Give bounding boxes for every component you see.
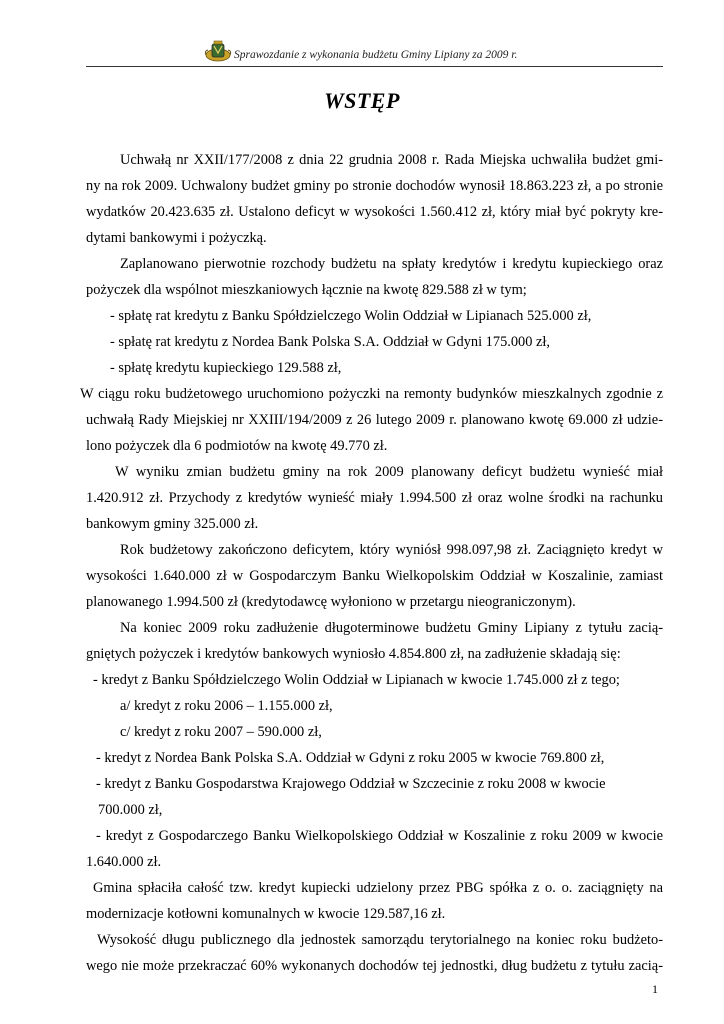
- body-line: pożyczek dla wspólnot mieszkaniowych łącznie na kwotę 829.588 zł w tym;: [86, 282, 527, 298]
- list-item: - spłatę rat kredytu z Banku Spółdzielczego Wolin Oddział w Lipianach 525.000 zł,: [110, 308, 592, 324]
- list-item: - spłatę kredytu kupieckiego 129.588 zł,: [110, 360, 342, 376]
- body-line: 1.420.912 zł. Przychody z kredytów wynieść miały 1.994.500 zł oraz wolne środki na rachunku: [86, 490, 663, 506]
- body-line: modernizacje kotłowni komunalnych w kwocie 129.587,16 zł.: [86, 906, 446, 922]
- body-line: bankowym gminy 325.000 zł.: [86, 516, 259, 532]
- list-item: - kredyt z Banku Gospodarstwa Krajowego Oddział w Szczecinie z roku 2008 w kwocie: [96, 776, 606, 792]
- list-item: - kredyt z Banku Spółdzielczego Wolin Oddział w Lipianach w kwocie 1.745.000 zł z tego;: [93, 672, 620, 688]
- body-line: lono pożyczek dla 6 podmiotów na kwotę 49.770 zł.: [86, 438, 388, 454]
- body-line: Uchwałą nr XXII/177/2008 z dnia 22 grudnia 2008 r. Rada Miejska uchwaliła budżet gmi-: [120, 152, 663, 168]
- body-line: uchwałą Rady Miejskiej nr XXIII/194/2009 z 26 lutego 2009 r. planowano kwotę 69.000 zł udzie-: [86, 412, 663, 428]
- body-line: gniętych pożyczek i kredytów bankowych wyniosło 4.854.800 zł, na zadłużenie składają się:: [86, 646, 621, 662]
- body-line: Wysokość długu publicznego dla jednostek samorządu terytorialnego na koniec roku budżeto-: [97, 932, 663, 948]
- header-title: Sprawozdanie z wykonania budżetu Gminy Lipiany za 2009 r.: [234, 49, 518, 61]
- coat-of-arms-icon: [204, 40, 232, 64]
- page-title: WSTĘP: [324, 88, 400, 113]
- list-item: - kredyt z Nordea Bank Polska S.A. Oddział w Gdyni z roku 2005 w kwocie 769.800 zł,: [96, 750, 605, 766]
- body-line: W wyniku zmian budżetu gminy na rok 2009 planowany deficyt budżetu wynieść miał: [115, 464, 663, 480]
- body-line: dytami bankowymi i pożyczką.: [86, 230, 267, 246]
- list-item: c/ kredyt z roku 2007 – 590.000 zł,: [120, 724, 322, 740]
- list-item: - spłatę rat kredytu z Nordea Bank Polska S.A. Oddział w Gdyni 175.000 zł,: [110, 334, 551, 350]
- body-line: W ciągu roku budżetowego uruchomiono pożyczki na remonty budynków mieszkalnych zgodnie z: [80, 386, 663, 402]
- body-line: Na koniec 2009 roku zadłużenie długoterminowe budżetu Gminy Lipiany z tytułu zacią-: [120, 620, 663, 636]
- body-line: wego nie może przekraczać 60% wykonanych dochodów tej jednostki, dług budżetu z tytułu zacią-: [86, 958, 663, 974]
- page-number: 1: [652, 982, 658, 996]
- header-divider: [86, 66, 663, 67]
- body-line: Rok budżetowy zakończono deficytem, który wyniósł 998.097,98 zł. Zaciągnięto kredyt w: [120, 542, 663, 558]
- body-line: wydatków 20.423.635 zł. Ustalono deficyt w wysokości 1.560.412 zł, który miał być pokryty kre-: [86, 204, 663, 220]
- body-line: ny na rok 2009. Uchwalony budżet gminy po stronie dochodów wynosił 18.863.223 zł, a po stronie: [86, 178, 663, 194]
- body-line: Zaplanowano pierwotnie rozchody budżetu na spłaty kredytów i kredytu kupieckiego oraz: [120, 256, 663, 272]
- list-item: a/ kredyt z roku 2006 – 1.155.000 zł,: [120, 698, 333, 714]
- list-item: - kredyt z Gospodarczego Banku Wielkopolskiego Oddział w Koszalinie z roku 2009 w kwocie: [96, 828, 663, 844]
- body-line: Gmina spłaciła całość tzw. kredyt kupiecki udzielony przez PBG spółka z o. o. zaciągnięty na: [93, 880, 663, 896]
- body-line: planowanego 1.994.500 zł (kredytodawcę wyłoniono w przetargu nieograniczonym).: [86, 594, 576, 610]
- list-item: 700.000 zł,: [98, 802, 163, 818]
- list-item: 1.640.000 zł.: [86, 854, 162, 870]
- page-header: [204, 40, 524, 64]
- body-line: wysokości 1.640.000 zł w Gospodarczym Banku Wielkopolskim Oddział w Koszalinie, zamiast: [86, 568, 663, 584]
